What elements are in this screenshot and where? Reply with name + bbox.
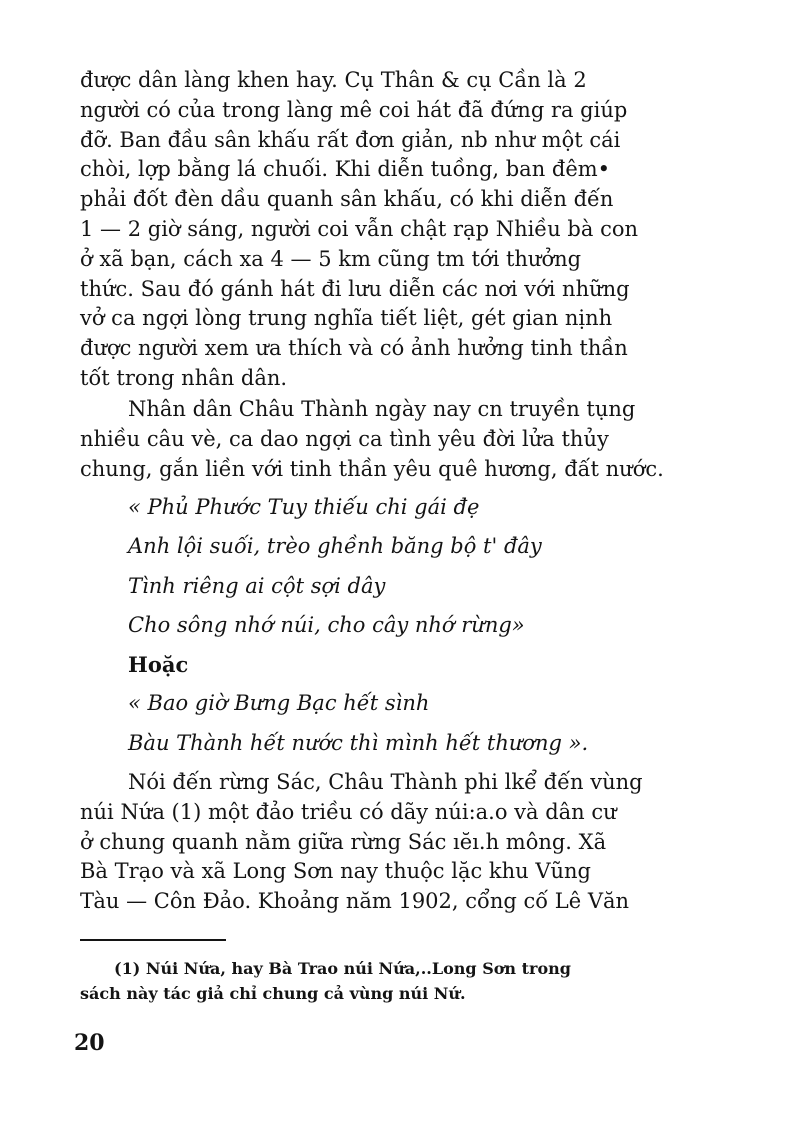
text-line: thức. Sau đó gánh hát đi lưu diễn các nơi với những — [80, 276, 630, 301]
poem-line: Cho sông nhớ núi, cho cây nhớ rừng» — [128, 612, 525, 637]
poem-line: « Phủ Phước Tuy thiếu chi gái đẹ — [128, 495, 480, 519]
text-line: chung, gắn liền với tinh thần yêu quê hương, đất nước. — [80, 456, 664, 481]
paragraph-2 — [80, 395, 718, 484]
poem-quote — [128, 488, 688, 763]
text-line: vở ca ngợi lòng trung nghĩa tiết liệt, gét gian nịnh — [80, 306, 613, 331]
poem-line: « Bao giờ Bưng Bạc hết sình — [128, 691, 430, 716]
poem-line: Bàu Thành hết nước thì mình hết thương ». — [128, 730, 589, 755]
paragraph-1 — [80, 66, 718, 394]
text-line: chòi, lợp bằng lá chuối. Khi diễn tuồng, ban đêm• — [80, 157, 611, 182]
text-line: nhiều câu vè, ca dao ngợi ca tình yêu đời lửa thủy — [80, 426, 609, 451]
poem-line: Tình riêng ai cột sợi dây — [128, 573, 386, 598]
text-line: được dân làng khen hay. Cụ Thân & cụ Cần là 2 — [80, 68, 587, 92]
text-line: 1 — 2 giờ sáng, người coi vẫn chật rạp Nhiều bà con — [80, 216, 638, 241]
text-line: đỡ. Ban đầu sân khấu rất đơn giản, nb như một cái — [80, 127, 621, 152]
text-line: ở xã bạn, cách xa 4 — 5 km cũng tm tới thưởng — [80, 246, 582, 271]
footnote-line: (1) Núi Nứa, hay Bà Trao núi Nứa,..Long Sơn trong — [114, 959, 571, 978]
text-line: phải đốt đèn dầu quanh sân khấu, có khi diễn đến — [80, 187, 614, 212]
text-line: người có của trong làng mê coi hát đã đứng ra giúp — [80, 97, 628, 122]
text-line: núi Nứa (1) một đảo triều có dãy núi:a.o và dân cư — [80, 799, 617, 824]
page-number: 20 — [74, 1030, 105, 1056]
footnote — [80, 956, 720, 1006]
poem-line: Anh lội suối, trèo ghềnh băng bộ t' đây — [128, 534, 542, 559]
text-line: Tàu — Côn Đảo. Khoảng năm 1902, cổng cố Lê Văn — [80, 889, 630, 914]
text-line: Nhân dân Châu Thành ngày nay cn truyền tụng — [128, 397, 636, 421]
text-line: tốt trong nhân dân. — [80, 365, 288, 390]
text-line: ở chung quanh nằm giữa rừng Sác ıĕı.h mông. Xã — [80, 829, 607, 854]
footnote-line: sách này tác giả chỉ chung cả vùng núi Nứ. — [80, 984, 466, 1003]
text-line: Nói đến rừng Sác, Châu Thành phi lkể đến vùng — [128, 770, 643, 794]
text-line: được người xem ưa thích và có ảnh hưởng tinh thần — [80, 336, 628, 361]
paragraph-3 — [80, 768, 718, 917]
footnote-divider — [80, 939, 226, 941]
poem-line: Hoặc — [128, 652, 189, 678]
text-line: Bà Trạo và xã Long Sơn nay thuộc lặc khu Vũng — [80, 859, 592, 884]
